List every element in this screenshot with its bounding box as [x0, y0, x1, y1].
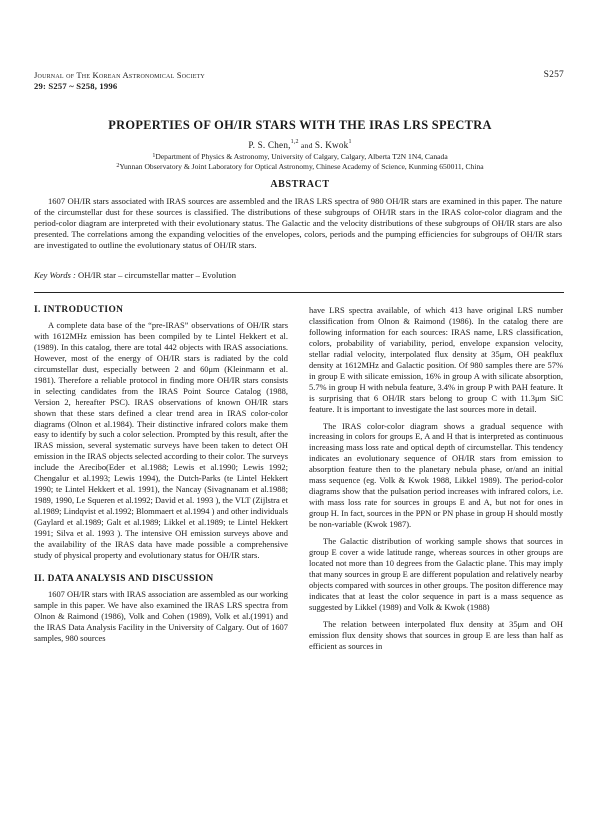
affiliation-1 [0, 152, 600, 162]
keywords-label: Key Words : [34, 270, 76, 280]
galactic-distribution-paragraph: The Galactic distribution of working sample shows that sources in group E cover a wide latitude range, whereas sources in other groups are located not more than 10 degrees from the Galactic plane. This may imply that many sources in group E are different population and relatively nearby objects compared with sources in other groups. The positon difference may indicates that at least the color sequence in part is a mass sequence as suggested by Likkel (1989) and Volk & Kwok (1988) [309, 536, 563, 612]
affiliation-1-mark: 1 [152, 153, 156, 159]
author-and: and [298, 141, 315, 150]
paper-title: PROPERTIES OF OH/IR STARS WITH THE IRAS LRS SPECTRA [108, 118, 492, 132]
introduction-paragraph: A complete data base of the “pre-IRAS” observations of OH/IR stars with 1612MHz emission has been compiled by te Lintel Hekkert et al.(1989). In this catalog, there are total 442 objects with IRAS associations. However, most of the energy of OH/IR stars is radiated by the cold circumstellar dust, especially between 2 and 60μm (Kleinmann et al. 1981). Therefore a reliable protocol in finding more OH/IR stars consists in selecting candidates from the IRAS Point Source Catalog (1988, Version 2, hereafter PSC). IRAS observations of known OH/IR stars shown that these stars defined a clear trend area in IRAS color-color diagrams (Olnon et al.1984). Their distinctive infrared colors make them easy to identify by such a color selection. Prompted by this result, after the IRAS mission, several systematic surveys have been taken to detect OH emission in the IRAS objects selected according to their color. The surveys include the Arecibo(Eder et al.1988; Lewis et al.1990; Lewis 1992; Chengalur et al.1993; Lewis 1994), the Dutch-Parks (te Lintel Hekkert 1990; te Lintel Hekkert et al. 1991), the Nancay (Sivagnanam et al.1988; 1989, 1990, Le Squeren et al.1992; David et al. 1993 ), the VLT (Zijlstra et al.1989; Lindqvist et al.1992; Blommaert et al.1994 ) and other individuals (Gaylard et al.1989; Galt et al.1989; Likkel et al.1989; te Lintel Hekkert 1991; Silva et al. 1993 ). The intensive OH emission surveys above and the availability of the IRAS data have made possible a comprehensive study of physical property and evolutionary status for OH/IR stars. [34, 319, 288, 560]
running-head [34, 70, 564, 92]
left-column [34, 305, 288, 644]
author-chen-affil: 1,2 [290, 139, 299, 145]
affiliation-2 [0, 162, 600, 172]
section-divider [34, 292, 564, 293]
data-analysis-paragraph: 1607 OH/IR stars with IRAS association are assembled as our working sample in this paper. We have also examined the IRAS LRS spectra from Olnon & Raimond (1986), Volk and Cohen (1989), Volk et al.(1991) and the IRAS Data Analysis Facility in the University of Calgary. Out of 1607 samples, 980 sources [34, 588, 288, 643]
abstract-text: 1607 OH/IR stars associated with IRAS sources are assembled and the IRAS LRS spectra of 980 OH/IR stars are examined in this paper. The nature of the circumstellar dust for these sources is classified. The distributions of these subgroups of OH/IR stars in the IRAS color-color diagram and the period-color diagram are interpreted with their evolutionary status. The Galactic and the velocity distributions of these subgroups of OH/IR stars are also presented. The correlations among the expanding velocities of the envelopes, colors, periods and the pumping efficiencies for subgroups of OH/IR stars are investigated to outline the evolutionary status of OH/IR stars. [34, 196, 562, 251]
introduction-heading: I. INTRODUCTION [34, 305, 124, 315]
affiliation-2-mark: 2 [116, 163, 120, 169]
author-kwok: S. Kwok [314, 140, 349, 150]
affiliation-1-text: Department of Physics & Astronomy, University of Calgary, Calgary, Alberta T2N 1N4, Canada [155, 152, 448, 161]
keywords-text: OH/IR star – circumstellar matter – Evolution [75, 270, 236, 280]
journal-name: Journal of The Korean Astronomical Society [34, 70, 205, 80]
right-column [309, 305, 563, 652]
abstract-heading: ABSTRACT [270, 179, 330, 190]
volume-line: 29: S257 ~ S258, 1996 [34, 81, 118, 91]
author-kwok-affil: 1 [348, 139, 352, 145]
continued-paragraph: have LRS spectra available, of which 413 have original LRS number classification from Olnon & Raimond (1986). In the catalog there are following information for each sources: IRAS name, LRS classification, colors, probability of variability, period, envelope expansion velocity, stellar radial velocity, interpolated flux density at 35μm, OH peakflux density at 1612MHz and Galactic position. Of 980 samples there are 57% in group E with silicate emission, 16% in group A with silicate absorption, 5.7% in group H with nebula feature, 3.4% in group P with PAH feature. It is surprising that 6 OH/IR stars belong to group C with 11.3μm SiC feature. It is important to investigate the last sources more in detail. [309, 305, 563, 414]
flux-relation-paragraph: The relation between interpolated flux density at 35μm and OH emission flux density shows that sources in group E are less than half as efficient as sources in [309, 618, 563, 651]
page-number: S257 [543, 70, 564, 80]
author-list [0, 140, 600, 150]
data-analysis-heading: II. DATA ANALYSIS AND DISCUSSION [34, 573, 214, 584]
keywords [34, 270, 562, 281]
color-diagram-paragraph: The IRAS color-color diagram shows a gradual sequence with increasing in colors for groups E, A and H that is interpreted as continuous increasing mass loss rate and optical depth of circumstellar. This tendency indicates an evolutionary sequence of OH/IR stars from emission to absorption feature then to the planetary nebula phase, or/and an initial mass sequence (eg. Volk & Kwok 1988, Likkel 1989). The period-color diagrams show that the pulsation period increases with infrared colors, i.e. with mass loss rate for sources in groups E and A, but not for ones in group H. In fact, sources in the PPN or PN phase in group H should mostly be non-variable (Kwok 1987). [309, 420, 563, 530]
author-chen: P. S. Chen, [248, 140, 291, 150]
affiliation-2-text: Yunnan Observatory & Joint Laboratory for Optical Astronomy, Chinese Academy of Science, Kunming 650011, China [119, 162, 484, 171]
